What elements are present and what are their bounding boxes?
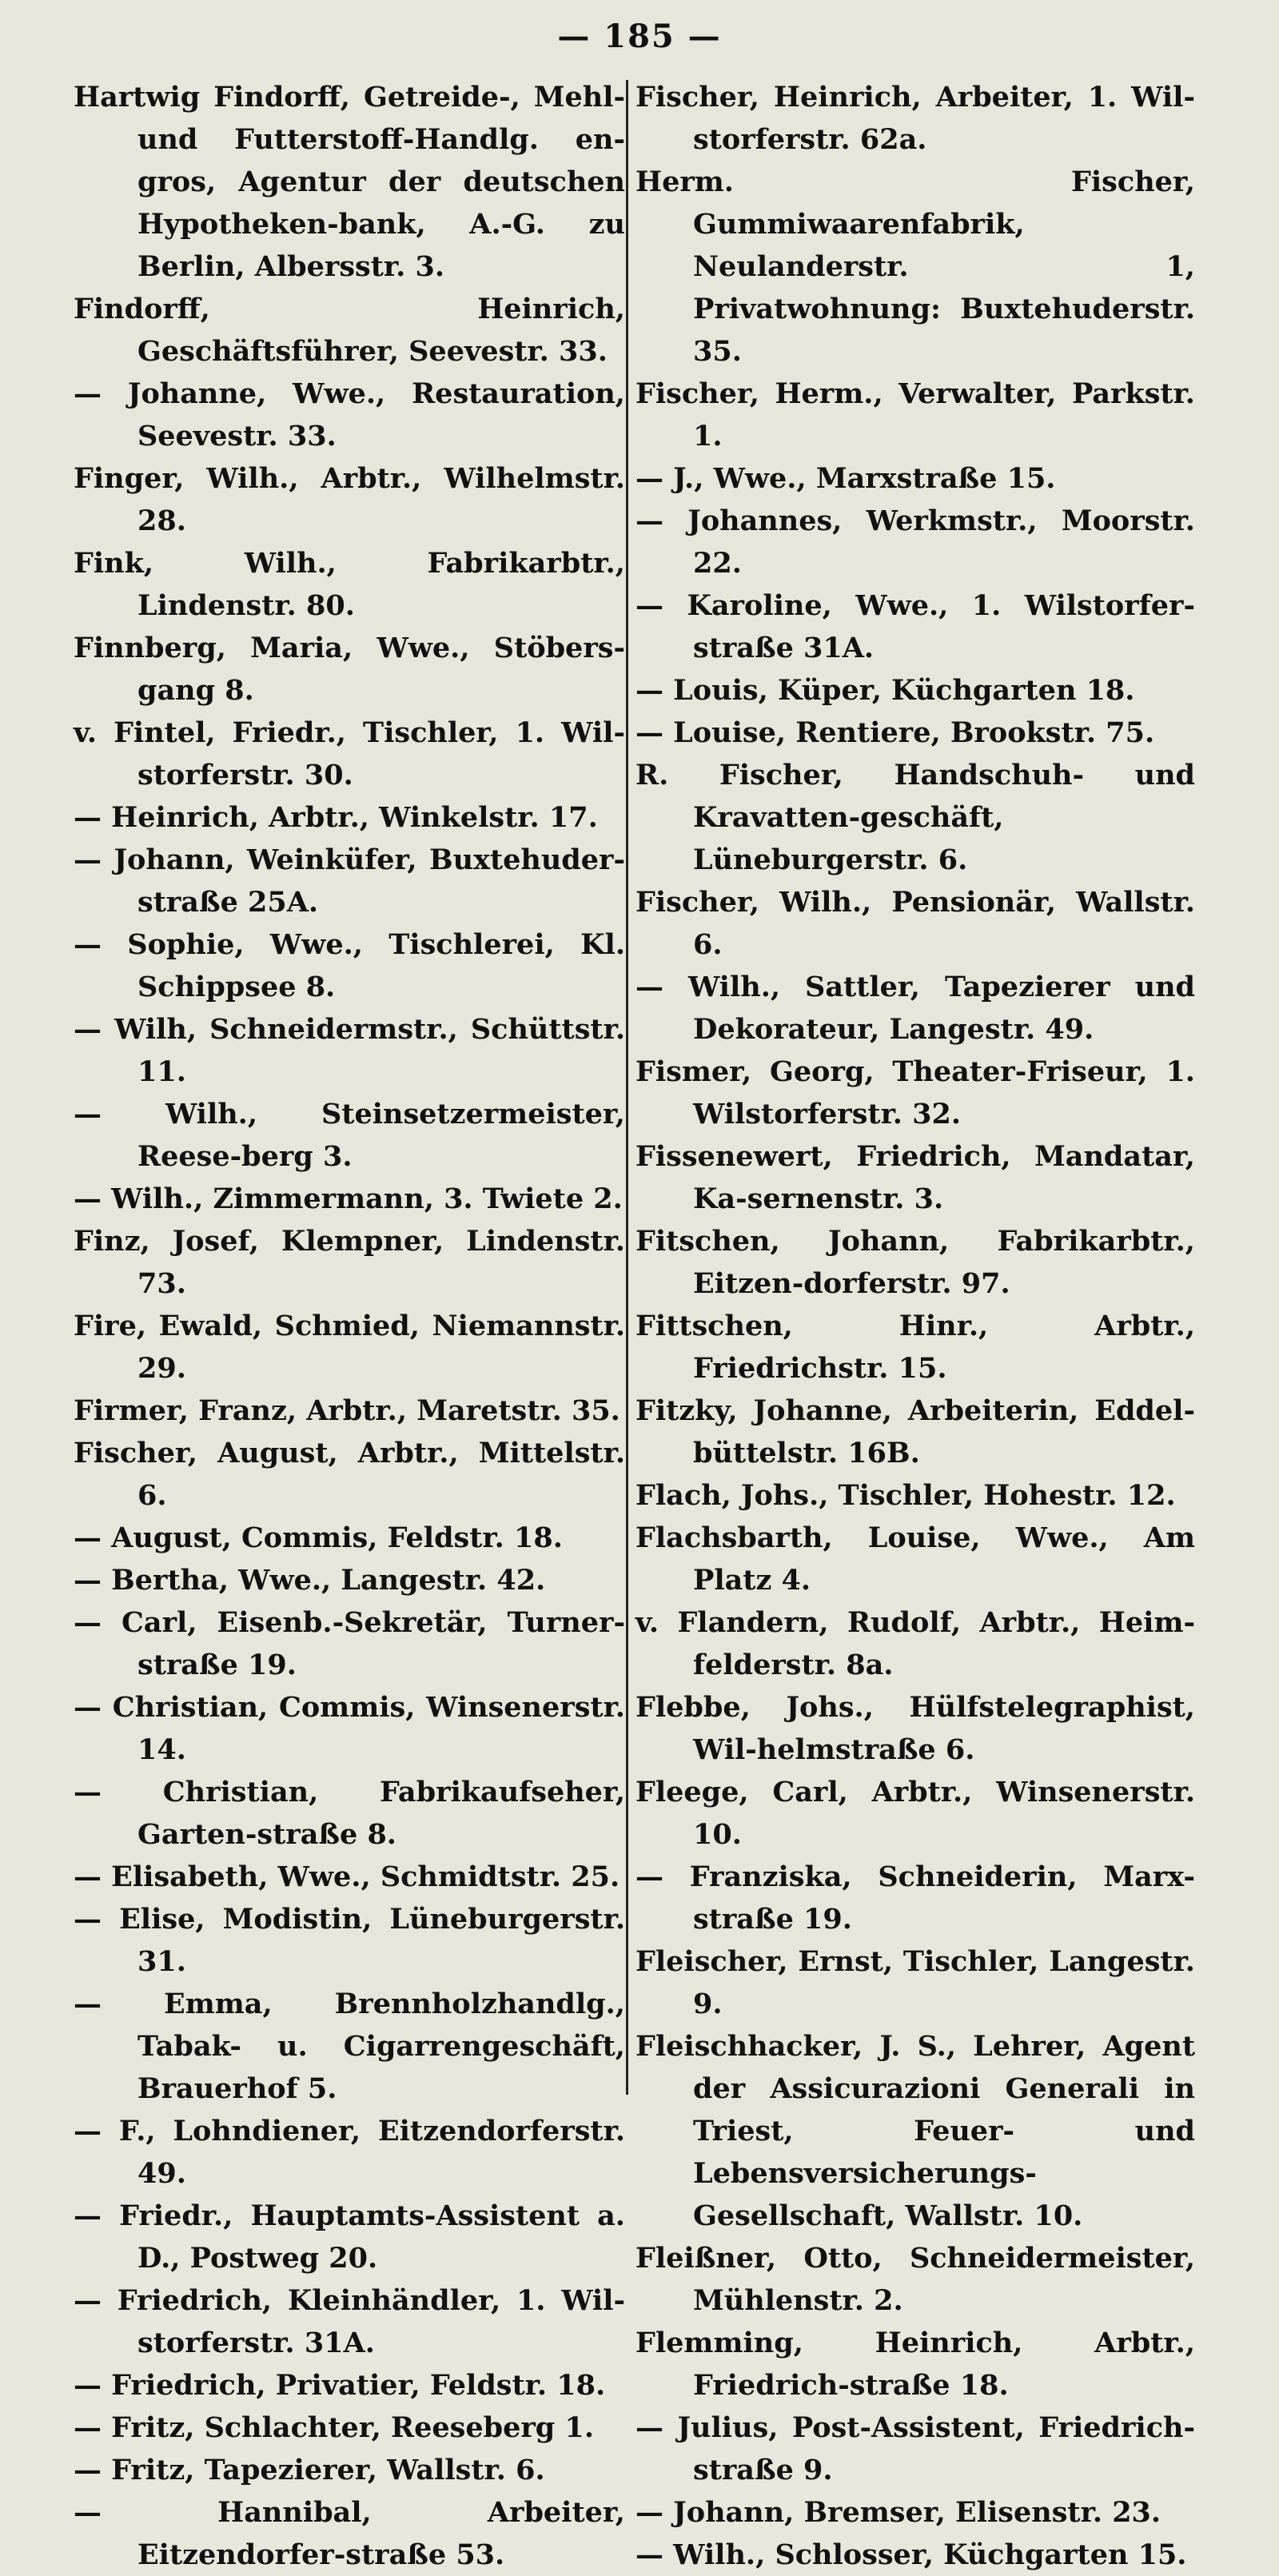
directory-entry: — Wilh, Schneidermstr., Schüttstr. 11. — [74, 1013, 625, 1088]
directory-entry: — J., Wwe., Marxstraße 15. — [636, 462, 1056, 495]
directory-entry: Flach, Johs., Tischler, Hohestr. 12. — [636, 1479, 1176, 1512]
directory-entry: — Louis, Küper, Küchgarten 18. — [636, 674, 1135, 707]
directory-entry: Hartwig Findorff, Getreide-, Mehl- und Futterstoff-Handlg. en-gros, Agentur der deutschen Hypotheken-bank, A.-G. zu Berlin, Albersstr. 3. — [74, 81, 625, 283]
directory-entry: — Wilh., Sattler, Tapezierer und Dekorateur, Langestr. 49. — [636, 971, 1195, 1046]
directory-entry: — Friedr., Hauptamts-Assistent a. D., Postweg 20. — [74, 2199, 625, 2275]
right-column — [636, 76, 1195, 2571]
left-column — [74, 76, 625, 2571]
directory-entry: Fitschen, Johann, Fabrikarbtr., Eitzen-dorferstr. 97. — [636, 1225, 1195, 1300]
directory-entry: Finger, Wilh., Arbtr., Wilhelmstr. 28. — [74, 462, 625, 537]
directory-entry: — Christian, Commis, Winsenerstr. 14. — [74, 1691, 625, 1766]
directory-entry: — Johannes, Werkmstr., Moorstr. 22. — [636, 504, 1195, 580]
directory-entry: — Hannibal, Arbeiter, Eitzendorfer-straße 53. — [74, 2496, 625, 2571]
directory-entry: — Carl, Eisenb.-Sekretär, Turner-straße 19. — [74, 1606, 625, 1681]
directory-entry: — Friedrich, Kleinhändler, 1. Wil-storferstr. 31A. — [74, 2284, 625, 2359]
directory-entry: Flemming, Heinrich, Arbtr., Friedrich-straße 18. — [636, 2327, 1195, 2402]
directory-entry: Fissenewert, Friedrich, Mandatar, Ka-sernenstr. 3. — [636, 1140, 1195, 1215]
directory-entry: Fleege, Carl, Arbtr., Winsenerstr. 10. — [636, 1776, 1195, 1851]
directory-entry: — Wilh., Zimmermann, 3. Twiete 2. — [74, 1182, 623, 1215]
directory-entry: — Christian, Fabrikaufseher, Garten-straße 8. — [74, 1776, 625, 1851]
directory-entry: — Karoline, Wwe., 1. Wilstorfer-straße 31A. — [636, 589, 1195, 664]
column-divider — [626, 80, 628, 2095]
directory-entry: — Johann, Weinküfer, Buxtehuder-straße 25A. — [74, 843, 625, 919]
directory-entry: Finnberg, Maria, Wwe., Stöbers-gang 8. — [74, 632, 625, 707]
directory-entry: — F., Lohndiener, Eitzendorferstr. 49. — [74, 2115, 625, 2190]
directory-entry: Fischer, Heinrich, Arbeiter, 1. Wil-storferstr. 62a. — [636, 81, 1195, 156]
directory-entry: Finz, Josef, Klempner, Lindenstr. 73. — [74, 1225, 625, 1300]
directory-entry: Fitzky, Johanne, Arbeiterin, Eddel-büttelstr. 16B. — [636, 1394, 1195, 1469]
directory-entry: — Elise, Modistin, Lüneburgerstr. 31. — [74, 1903, 625, 1978]
directory-entry: v. Flandern, Rudolf, Arbtr., Heim-felderstr. 8a. — [636, 1606, 1195, 1681]
directory-entry: v. Fintel, Friedr., Tischler, 1. Wil-storferstr. 30. — [74, 716, 625, 792]
directory-entry: Fischer, Wilh., Pensionär, Wallstr. 6. — [636, 886, 1195, 961]
directory-entry: — Bertha, Wwe., Langestr. 42. — [74, 1564, 546, 1597]
page-number: — 185 — — [557, 18, 722, 55]
directory-entry: — Johanne, Wwe., Restauration, Seevestr. 33. — [74, 377, 625, 453]
directory-entry: — Heinrich, Arbtr., Winkelstr. 17. — [74, 801, 598, 834]
directory-entry: Fischer, August, Arbtr., Mittelstr. 6. — [74, 1437, 625, 1512]
directory-entry: Findorff, Heinrich, Geschäftsführer, Seevestr. 33. — [74, 293, 625, 368]
directory-entry: — Sophie, Wwe., Tischlerei, Kl. Schippsee 8. — [74, 928, 625, 1003]
directory-entry: Herm. Fischer, Gummiwaarenfabrik, Neulanderstr. 1, Privatwohnung: Buxtehuderstr. 35. — [636, 165, 1195, 368]
directory-entry: — Louise, Rentiere, Brookstr. 75. — [636, 716, 1155, 749]
directory-entry: — Friedrich, Privatier, Feldstr. 18. — [74, 2369, 606, 2402]
directory-entry: R. Fischer, Handschuh- und Kravatten-geschäft, Lüneburgerstr. 6. — [636, 759, 1195, 876]
directory-entry: Firmer, Franz, Arbtr., Maretstr. 35. — [74, 1394, 620, 1427]
directory-entry: Fleißner, Otto, Schneidermeister, Mühlenstr. 2. — [636, 2242, 1195, 2317]
directory-entry: Flebbe, Johs., Hülfstelegraphist, Wil-helmstraße 6. — [636, 1691, 1195, 1766]
directory-entry: — Johann, Bremser, Elisenstr. 23. — [636, 2496, 1161, 2529]
directory-entry: Fleischer, Ernst, Tischler, Langestr. 9. — [636, 1945, 1195, 2020]
directory-entry: — Franziska, Schneiderin, Marx-straße 19. — [636, 1860, 1195, 1936]
directory-entry: Fismer, Georg, Theater-Friseur, 1. Wilstorferstr. 32. — [636, 1055, 1195, 1130]
directory-entry: Fittschen, Hinr., Arbtr., Friedrichstr. 15. — [636, 1310, 1195, 1385]
directory-entry: — Wilh., Steinsetzermeister, Reese-berg 3. — [74, 1098, 625, 1173]
directory-entry: — Fritz, Tapezierer, Wallstr. 6. — [74, 2454, 545, 2486]
directory-entry: — Wilh., Schlosser, Küchgarten 15. — [636, 2538, 1187, 2571]
directory-entry: Flachsbarth, Louise, Wwe., Am Platz 4. — [636, 1521, 1195, 1597]
directory-entry: — Julius, Post-Assistent, Friedrich-straße 9. — [636, 2411, 1195, 2486]
directory-entry: — Elisabeth, Wwe., Schmidtstr. 25. — [74, 1860, 620, 1893]
directory-entry: Fleischhacker, J. S., Lehrer, Agent der Assicurazioni Generali in Triest, Feuer- und Lebensversicherungs-Gesellschaft, Wallstr. 10. — [636, 2030, 1195, 2232]
directory-entry: — Fritz, Schlachter, Reeseberg 1. — [74, 2411, 595, 2444]
directory-entry: — Emma, Brennholzhandlg., Tabak- u. Cigarrengeschäft, Brauerhof 5. — [74, 1988, 625, 2105]
directory-entry: — August, Commis, Feldstr. 18. — [74, 1521, 563, 1554]
directory-entry: Fire, Ewald, Schmied, Niemannstr. 29. — [74, 1310, 625, 1385]
directory-entry: Fischer, Herm., Verwalter, Parkstr. 1. — [636, 377, 1195, 453]
directory-entry: Fink, Wilh., Fabrikarbtr., Lindenstr. 80. — [74, 547, 625, 622]
